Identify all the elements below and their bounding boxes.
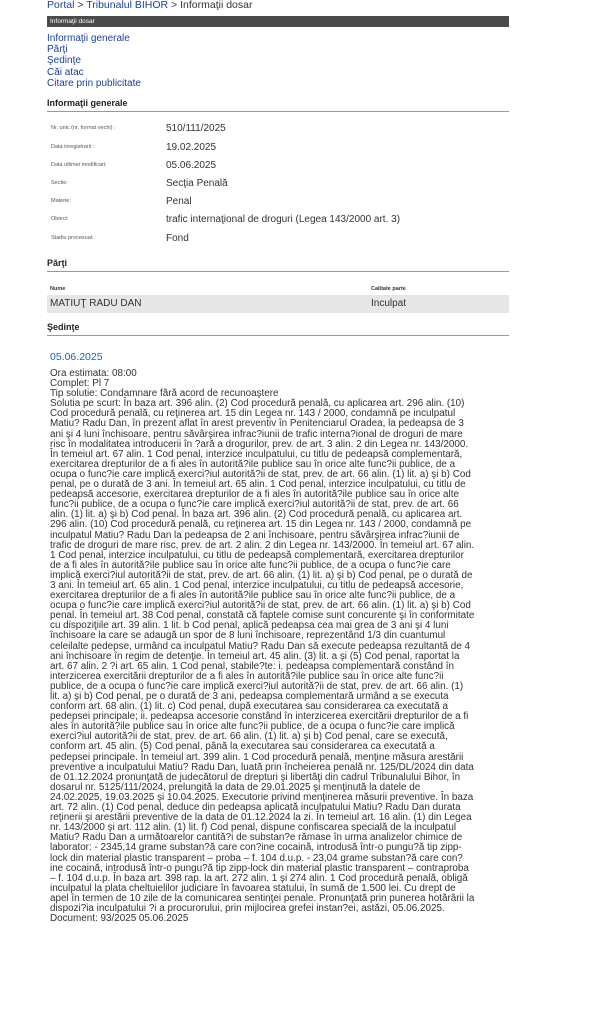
hearing-line: interzicerea exercitării drepturilor de a fi ales în autorită?ile publice sau în orice alte func?ii xyxy=(50,670,444,682)
hearing-line: ani şi 4 luni închisoare, pentru săvârşirea infrac?iunii de trafic interna?ional de droguri de mare xyxy=(50,428,463,440)
column-header-name: Nume xyxy=(50,286,66,292)
hearing-line: 24.02.2025, 19.03.2025 şi 10.04.2025. Executorie privind menţinerea măsurii preventive. În baza xyxy=(50,791,474,803)
hearing-line: Document: 93/2025 05.06.2025 xyxy=(50,913,189,925)
hearing-line: Matiu? Radu Dan a următoarelor cantită?i de substan?e rămase în urma analizelor chimice de xyxy=(50,832,463,844)
hearing-line: 3 ani. În temeiul art. 65 alin. 1 Cod penal, interzice inculpatului, cu titlu de pedeapsă accesorie, xyxy=(50,579,464,591)
breadcrumb-separator: > xyxy=(171,0,178,11)
hearing-line: exercitarea drepturilor de a fi ales în autorită?ile publice sau în orice alte func?ii publice, de a xyxy=(50,590,456,602)
hearing-line: laborator: - 2345,14 grame substan?ă care con?ine cocaină, introdusă într-o pungu?ă tip zipp- xyxy=(50,842,462,854)
hearing-line: implică exerci?iul autorită?ii de stat, prev. de art. 66 alin. (1) lit. a) şi b) Cod penal, pe o durată de xyxy=(50,569,473,581)
info-value: Fond xyxy=(166,233,189,244)
hearing-line: închisoare la care se adaugă un spor de 8 luni închisoare, reprezentând 1/3 din cuantumul xyxy=(50,630,446,642)
hearing-line: – f. 104 d.u.p. În baza art. 398 rap. la art. 272 alin. 1 şi 274 alin. 1 Cod procedură penală, obligă xyxy=(50,872,468,884)
breadcrumb-portal-link[interactable]: Portal xyxy=(47,0,75,11)
hearing-line: inculpatul Matiu? Radu Dan la pedeapsa de 2 ani închisoare, pentru săvârşirea infrac?iunii de xyxy=(50,529,460,541)
hearing-line: exerci?iul autorită?ii de stat, prev. de art. 66 alin. (1) lit. a) şi b) Cod penal, care se execută, xyxy=(50,731,448,743)
hearing-line: art. 72 alin. (1) Cod penal, deduce din pedeapsa aplicată inculpatului Matiu? Radu Dan durata xyxy=(50,802,461,814)
hearing-date: 05.06.2025 xyxy=(50,351,103,363)
hearing-line: risc în modalitatea introducerii în ?ară a drogurilor, prev. de art. 3 alin. 2 din Legea nr. 143/2000. xyxy=(50,438,469,450)
hearing-line: dispozi?ia inculpatului ?i a procurorului, prin mijlocirea grefei instan?ei, astăzi, 05.06.2025. xyxy=(50,902,445,914)
info-label: Sectie: xyxy=(51,180,68,186)
table-row xyxy=(47,295,509,313)
hearing-line: lock din material plastic transparent – proba – f. 104 d.u.p. - 23,04 grame substan?ă care con? xyxy=(50,852,463,864)
hearing-line: Tip solutie: Condamnare fără acord de recunoaştere xyxy=(50,388,279,400)
hearing-line: trafic de droguri de mare risc, prev. de art. 2 alin. 2 din Legea nr. 143/2000. În temeiul art. 67 alin. xyxy=(50,539,475,551)
breadcrumb xyxy=(47,0,252,11)
hearing-line: de a fi ales în autorită?ile publice sau în orice alte func?ii publice, de a ocupa o func?ie care xyxy=(50,559,451,571)
hearing-line: reţinerii şi arestării preventive de la data de 01.12.2024 la zi. În temeiul art. 16 alin. (1) din Legea xyxy=(50,812,472,824)
info-label: Materie: xyxy=(51,198,71,204)
hearing-line: de 01.12.2024 pronunţată de judecătorul de drepturi şi libertăţi din cadrul Tribunalului Bihor, în xyxy=(50,771,461,783)
section-title-parti: Părţi xyxy=(47,258,509,272)
hearing-line: Ora estimata: 08:00 xyxy=(50,368,137,379)
hearing-line: pedepsei principale; ii. pedeapsa accesorie constând în interzicerea exercitării drepturilor de a fi xyxy=(50,711,469,723)
info-row xyxy=(47,215,509,231)
info-row xyxy=(47,197,509,213)
hearing-line: penal, pe o durată de 3 ani. În temeiul art. 65 alin. 1 Cod penal, interzice inculpatului, cu titlu de xyxy=(50,479,466,491)
hearing-line: art. 67 alin. 2 ?i art. 65 alin. 1 Cod penal, stabile?te: i. pedeapsa complementară constând în xyxy=(50,660,455,672)
hearing-line: Matiu? Radu Dan, în prezent aflat în arest preventiv în Penitenciarul Oradea, la pedeapsa de 3 xyxy=(50,418,464,430)
hearing-line: pedepsei principale. În temeiul art. 399 alin. 1 Cod procedură penală, menţine măsura arestării xyxy=(50,751,464,763)
info-label: Obiect: xyxy=(51,216,69,222)
nav-link-citare[interactable]: Citare prin publicitate xyxy=(47,77,141,89)
hearing-line: func?ii publice, de a ocupa o func?ie care implică exerci?iul autorită?ii de stat, prev. de art. 66 xyxy=(50,499,459,511)
info-value: trafic internaţional de droguri (Legea 143/2000 art. 3) xyxy=(166,214,401,225)
info-row xyxy=(47,143,509,159)
info-value: Penal xyxy=(166,196,192,207)
info-value: 05.06.2025 xyxy=(166,160,217,171)
breadcrumb-separator: > xyxy=(77,0,84,11)
nav-link-cai-atac[interactable]: Căi atac xyxy=(47,66,84,78)
hearing-line: exercitarea drepturilor de a fi ales în autorită?ile publice sau în orice alte func?ii publice, de a xyxy=(50,458,456,470)
hearing-line: penal. În temeiul art. 38 Cod penal, constată că faptele comise sunt concurente şi în conformitate xyxy=(50,610,475,622)
hearing-line: publice, de a ocupa o func?ie care implică exerci?iul autorită?ii de stat, prev. de art. 66 alin. (1) xyxy=(50,680,464,692)
section-title-sedinte: Şedinţe xyxy=(47,322,509,336)
hearing-line: Complet: Pl 7 xyxy=(50,378,110,390)
hearing-line: preventive a inculpatului Matiu? Radu Dan, luată prin încheierea penală nr. 125/DL/2024 din data xyxy=(50,761,474,773)
hearing-line: 296 alin. (10) Cod procedură penală, cu reţinerea art. 15 din Legea nr. 143 / 2000, condamnă pe xyxy=(50,519,472,531)
party-role: Inculpat xyxy=(371,298,407,309)
info-row xyxy=(47,234,509,250)
nav-link-parti[interactable]: Părţi xyxy=(47,44,68,56)
info-value: 19.02.2025 xyxy=(166,142,217,153)
hearing-line: Cod procedură penală, cu reţinerea art. 15 din Legea nr. 143 / 2000, condamnă pe inculpatul xyxy=(50,408,456,420)
hearing-line: apel în termen de 10 zile de la comunicarea sentinţei penale. Pronunţată prin punerea hotărârii la xyxy=(50,892,475,904)
hearing-line: 1 Cod penal, interzice inculpatului, cu titlu de pedeapsă complementară, exercitarea drepturilor xyxy=(50,549,464,561)
info-label: Nr. unic (nr. format vechi) : xyxy=(51,125,116,131)
party-name: MATIUŢ RADU DAN xyxy=(50,298,142,309)
nav-link-general[interactable]: Informaţii generale xyxy=(47,33,130,44)
breadcrumb-court-link[interactable]: Tribunalul BIHOR xyxy=(86,0,169,11)
hearing-line: conform art. 68 alin. (1) lit. c) Cod penal, după executarea sau considerarea ca executată a xyxy=(50,701,448,713)
hearing-line: ocupa o func?ie care implică exerci?iul autorită?ii de stat, prev. de art. 66 alin. (1) lit. a) şi b) Cod xyxy=(50,600,471,612)
info-row xyxy=(47,179,509,195)
info-row xyxy=(47,161,509,177)
hearing-line: lit. a) şi b) Cod penal, pe o durată de 3 ani, pedeapsa complementară urmând a se executa xyxy=(50,691,449,702)
hearing-line: ine cocaină, introdusă într-o pungu?ă tip zipp-lock din material plastic transparent – contraproba xyxy=(50,862,469,874)
info-label: Stadiu procesual: xyxy=(51,235,94,241)
hearing-line: Solutia pe scurt: În baza art. 396 alin. (2) Cod procedură penală, cu aplicarea art. 296 alin. (10) xyxy=(50,398,465,410)
info-value: Secţia Penală xyxy=(166,178,228,189)
hearing-line: ocupa o func?ie care implică exerci?iul autorită?ii de stat, prev. de art. 66 alin. (1) lit. a) şi b) Cod xyxy=(50,468,471,480)
hearing-line: În temeiul art. 67 alin. 1 Cod penal, interzice inculpatului, cu titlu de pedeapsă complementară, xyxy=(50,448,463,460)
info-row xyxy=(47,124,509,140)
info-label: Data ultimei modificari: xyxy=(51,162,107,168)
info-value: 510/111/2025 xyxy=(166,123,226,134)
hearing-line: ales în autorită?ile publice sau în orice alte func?ii publice, de a ocupa o func?ie care implică xyxy=(50,721,455,733)
info-label: Data inregistrarii : xyxy=(51,144,95,150)
hearing-line: pedeapsă accesorie, exercitarea drepturilor de a fi ales în autorită?ile publice sau în orice alte xyxy=(50,489,459,501)
header-bar: Informaţii dosar xyxy=(47,16,509,27)
hearing-line: cu dispoziţiile art. 39 alin. 1 lit. b Cod penal, aplică pedeapsa cea mai grea de 3 ani şi 4 luni xyxy=(50,620,449,632)
hearing-line: alin. (1) lit. a) şi b) Cod penal. În baza art. 396 alin. (2) Cod procedură penală, cu aplicarea art. xyxy=(50,509,463,521)
hearing-line: ani închisoare în regim de detenţie. În temeiul art. 45 alin. (3) lit. a şi (5) Cod penal, raportat la xyxy=(50,650,460,662)
hearing-line: nr. 143/2000 şi art. 112 alin. (1) lit. f) Cod penal, dispune confiscarea specială de la inculpatul xyxy=(50,822,457,834)
breadcrumb-current: Informaţii dosar xyxy=(180,0,253,11)
hearing-line: dosarul nr. 5125/111/2024, prelungită la data de 29.01.2025 şi menţinută la datele de xyxy=(50,781,421,793)
hearing-line: conform art. 45 alin. (5) Cod penal, până la executarea sau considerarea ca executată a xyxy=(50,741,435,753)
section-title-general: Informaţii generale xyxy=(47,98,509,112)
nav-link-sedinte[interactable]: Şedinţe xyxy=(47,55,81,67)
column-header-role: Calitate parte xyxy=(371,286,406,292)
section-nav xyxy=(47,33,141,89)
hearing-details xyxy=(50,369,510,924)
hearing-line: celeilalte pedepse, urmând ca inculpatul Matiu? Radu Dan să execute pedeapsa rezultantă de 4 xyxy=(50,640,470,652)
hearing-line: inculpatul la plata cheltuielilor judiciare în favoarea statului, în sumă de 1.500 lei. Cu drept de xyxy=(50,882,456,894)
